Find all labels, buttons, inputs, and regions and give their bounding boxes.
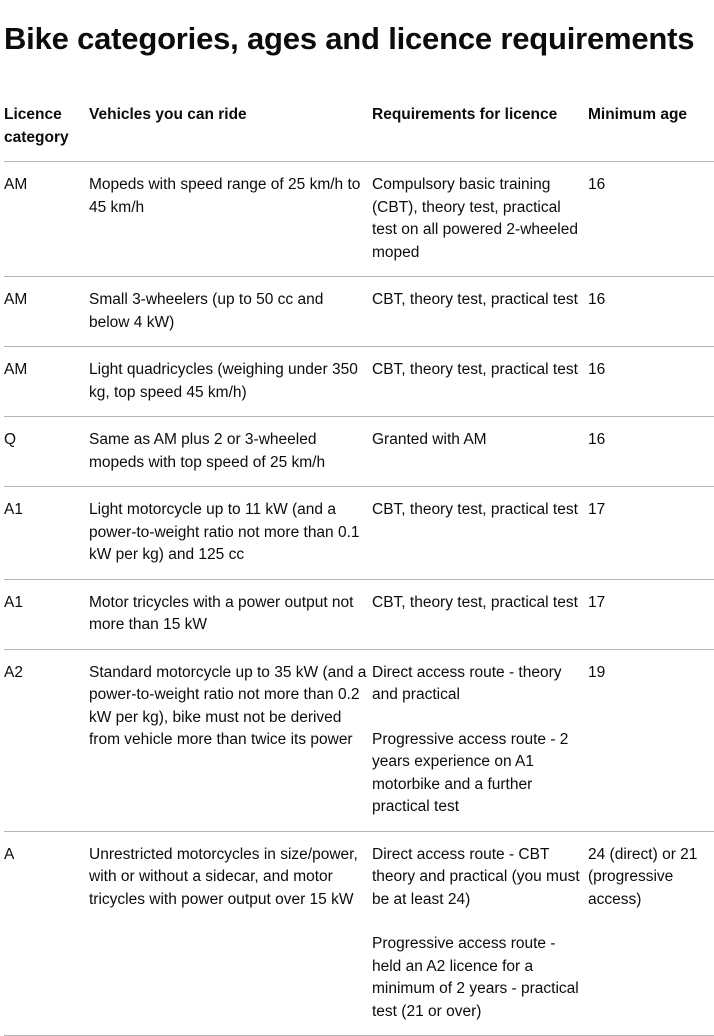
age-cell: 16 [588,347,714,417]
age-cell: 17 [588,579,714,649]
requirements-cell [372,487,588,580]
age-cell: 19 [588,649,714,831]
category-cell: AM [4,347,89,417]
vehicles-cell: Motor tricycles with a power output not more than 15 kW [89,579,372,649]
requirement-text: Compulsory basic training (CBT), theory test, practical test on all powered 2-wheeled moped [372,176,578,261]
requirements-cell [372,347,588,417]
requirement-text: Progressive access route - held an A2 licence for a minimum of 2 years - practical test (21 or over) [372,935,579,1020]
age-cell: 17 [588,487,714,580]
table-row [4,579,714,649]
age-cell: 16 [588,277,714,347]
requirements-cell [372,831,588,1036]
header-licence-category: Licence category [4,104,89,162]
vehicles-cell: Light quadricycles (weighing under 350 kg, top speed 45 km/h) [89,347,372,417]
vehicles-cell: Mopeds with speed range of 25 km/h to 45 km/h [89,162,372,277]
requirements-cell [372,277,588,347]
category-cell: A1 [4,487,89,580]
requirement-text: Direct access route - CBT theory and practical (you must be at least 24) [372,845,580,908]
requirement-text: Direct access route - theory and practical [372,663,562,703]
age-cell: 16 [588,417,714,487]
age-cell: 16 [588,162,714,277]
table-row [4,417,714,487]
requirements-cell [372,417,588,487]
table-row [4,277,714,347]
category-cell: AM [4,162,89,277]
table-row [4,831,714,1036]
requirement-text: Progressive access route - 2 years experience on A1 motorbike and a further practical test [372,730,569,815]
age-cell: 24 (direct) or 21 (progressive access) [588,831,714,1036]
vehicles-cell: Light motorcycle up to 11 kW (and a power-to-weight ratio not more than 0.1 kW per kg) and 125 cc [89,487,372,580]
requirements-cell [372,649,588,831]
requirement-text: CBT, theory test, practical test [372,501,578,518]
table-row [4,347,714,417]
category-cell: A1 [4,579,89,649]
category-cell: AM [4,277,89,347]
category-cell: A2 [4,649,89,831]
requirement-text: Granted with AM [372,431,487,448]
vehicles-cell: Same as AM plus 2 or 3-wheeled mopeds with top speed of 25 km/h [89,417,372,487]
header-minimum-age: Minimum age [588,104,714,162]
table-row [4,487,714,580]
requirement-text: CBT, theory test, practical test [372,291,578,308]
page-title: Bike categories, ages and licence requirements [4,21,695,56]
requirement-text: CBT, theory test, practical test [372,361,578,378]
table-row [4,162,714,277]
table-header-row [4,104,714,162]
licence-table [4,104,714,1036]
requirements-cell [372,162,588,277]
vehicles-cell: Standard motorcycle up to 35 kW (and a power-to-weight ratio not more than 0.2 kW per kg), bike must not be derived from vehicle more than twice its power [89,649,372,831]
category-cell: A [4,831,89,1036]
category-cell: Q [4,417,89,487]
requirements-cell [372,579,588,649]
vehicles-cell: Unrestricted motorcycles in size/power, with or without a sidecar, and motor tricycles with power output over 15 kW [89,831,372,1036]
header-requirements: Requirements for licence [372,104,588,162]
table-row [4,649,714,831]
header-vehicles: Vehicles you can ride [89,104,372,162]
requirement-text: CBT, theory test, practical test [372,593,578,611]
vehicles-cell: Small 3-wheelers (up to 50 cc and below 4 kW) [89,277,372,347]
